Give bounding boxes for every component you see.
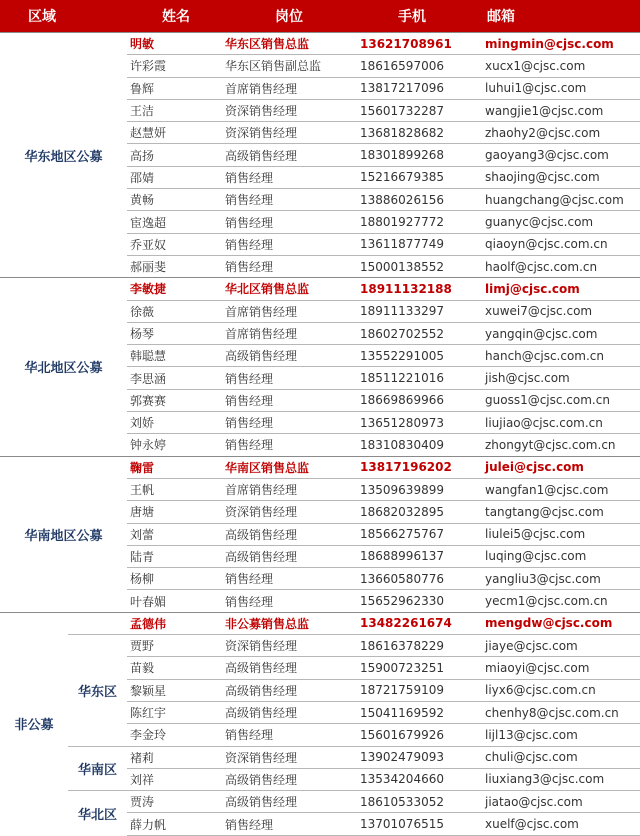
- position-cell: 资深销售经理: [223, 501, 358, 523]
- phone-cell: 18688996137: [358, 545, 483, 567]
- region-header: 区域: [0, 0, 127, 33]
- name-cell: 孟德伟: [127, 612, 223, 634]
- position-cell: 资深销售经理: [223, 122, 358, 144]
- email-cell: liulei5@cjsc.com: [483, 523, 640, 545]
- name-cell: 刘蕾: [127, 523, 223, 545]
- name-cell: 杨琴: [127, 322, 223, 344]
- region-label: 非公募: [0, 612, 68, 835]
- position-cell: 销售经理: [223, 724, 358, 746]
- email-cell: hanch@cjsc.com.cn: [483, 345, 640, 367]
- email-cell: tangtang@cjsc.com: [483, 501, 640, 523]
- position-cell: 高级销售经理: [223, 345, 358, 367]
- name-cell: 李金玲: [127, 724, 223, 746]
- email-cell: gaoyang3@cjsc.com: [483, 144, 640, 166]
- phone-cell: 18610533052: [358, 791, 483, 813]
- name-cell: 邵婧: [127, 166, 223, 188]
- email-cell: haolf@cjsc.com.cn: [483, 255, 640, 277]
- phone-cell: 15900723251: [358, 657, 483, 679]
- phone-cell: 15652962330: [358, 590, 483, 612]
- email-cell: chuli@cjsc.com: [483, 746, 640, 768]
- phone-cell: 18721759109: [358, 679, 483, 701]
- name-cell: 李思涵: [127, 367, 223, 389]
- phone-cell: 18301899268: [358, 144, 483, 166]
- name-cell: 陈红宇: [127, 701, 223, 723]
- email-cell: xuelf@cjsc.com: [483, 813, 640, 835]
- position-cell: 华东区销售总监: [223, 33, 358, 55]
- email-cell: lijl13@cjsc.com: [483, 724, 640, 746]
- position-cell: 首席销售经理: [223, 478, 358, 500]
- name-cell: 钟永婷: [127, 434, 223, 456]
- phone-cell: 13681828682: [358, 122, 483, 144]
- position-cell: 非公募销售总监: [223, 612, 358, 634]
- position-cell: 高级销售经理: [223, 679, 358, 701]
- position-cell: 销售经理: [223, 590, 358, 612]
- email-cell: shaojing@cjsc.com: [483, 166, 640, 188]
- email-cell: liuxiang3@cjsc.com: [483, 768, 640, 790]
- email-cell: mingmin@cjsc.com: [483, 33, 640, 55]
- email-cell: miaoyi@cjsc.com: [483, 657, 640, 679]
- director-row: [0, 612, 640, 634]
- phone-cell: 13621708961: [358, 33, 483, 55]
- empty-cell: [68, 612, 127, 634]
- subregion-label: 华南区: [68, 746, 127, 791]
- email-cell: xuwei7@cjsc.com: [483, 300, 640, 322]
- phone-cell: 13534204660: [358, 768, 483, 790]
- position-cell: 首席销售经理: [223, 322, 358, 344]
- position-cell: 华北区销售总监: [223, 278, 358, 300]
- name-cell: 许彩霞: [127, 55, 223, 77]
- name-cell: 徐薇: [127, 300, 223, 322]
- name-cell: 李敏捷: [127, 278, 223, 300]
- subregion-label: 华北区: [68, 791, 127, 836]
- phone-cell: 13817217096: [358, 77, 483, 99]
- phone-cell: 18616378229: [358, 635, 483, 657]
- name-cell: 韩聪慧: [127, 345, 223, 367]
- email-cell: jiaye@cjsc.com: [483, 635, 640, 657]
- position-cell: 销售经理: [223, 412, 358, 434]
- phone-cell: 13886026156: [358, 189, 483, 211]
- email-cell: wangfan1@cjsc.com: [483, 478, 640, 500]
- position-cell: 资深销售经理: [223, 746, 358, 768]
- phone-cell: 15601679926: [358, 724, 483, 746]
- position-cell: 华南区销售总监: [223, 456, 358, 478]
- email-cell: julei@cjsc.com: [483, 456, 640, 478]
- region-label: 华北地区公募: [0, 278, 127, 456]
- phone-cell: 15041169592: [358, 701, 483, 723]
- phone-cell: 15000138552: [358, 255, 483, 277]
- position-cell: 销售经理: [223, 189, 358, 211]
- name-cell: 褚莉: [127, 746, 223, 768]
- director-row: [0, 456, 640, 478]
- position-cell: 高级销售经理: [223, 701, 358, 723]
- email-cell: luhui1@cjsc.com: [483, 77, 640, 99]
- name-cell: 薛力帆: [127, 813, 223, 835]
- position-cell: 销售经理: [223, 367, 358, 389]
- phone-cell: 13509639899: [358, 478, 483, 500]
- name-cell: 明敏: [127, 33, 223, 55]
- email-cell: guoss1@cjsc.com.cn: [483, 389, 640, 411]
- email-cell: yangqin@cjsc.com: [483, 322, 640, 344]
- position-cell: 销售经理: [223, 233, 358, 255]
- phone-cell: 18616597006: [358, 55, 483, 77]
- phone-cell: 13651280973: [358, 412, 483, 434]
- phone-cell: 13611877749: [358, 233, 483, 255]
- name-cell: 王帆: [127, 478, 223, 500]
- phone-cell: 13817196202: [358, 456, 483, 478]
- email-cell: mengdw@cjsc.com: [483, 612, 640, 634]
- name-cell: 黎颖星: [127, 679, 223, 701]
- email-cell: limj@cjsc.com: [483, 278, 640, 300]
- director-row: [0, 278, 640, 300]
- subregion-label: 华东区: [68, 635, 127, 746]
- name-cell: 赵慧妍: [127, 122, 223, 144]
- email-cell: chenhy8@cjsc.com.cn: [483, 701, 640, 723]
- email-cell: liujiao@cjsc.com.cn: [483, 412, 640, 434]
- position-cell: 高级销售经理: [223, 657, 358, 679]
- name-cell: 郝丽斐: [127, 255, 223, 277]
- phone-cell: 15601732287: [358, 99, 483, 121]
- name-cell: 宦逸超: [127, 211, 223, 233]
- position-cell: 资深销售经理: [223, 635, 358, 657]
- position-cell: 销售经理: [223, 434, 358, 456]
- phone-cell: 18801927772: [358, 211, 483, 233]
- name-cell: 贾涛: [127, 791, 223, 813]
- table-row: [0, 791, 640, 813]
- name-cell: 陆青: [127, 545, 223, 567]
- email-cell: jish@cjsc.com: [483, 367, 640, 389]
- table-row: [0, 635, 640, 657]
- email-cell: guanyc@cjsc.com: [483, 211, 640, 233]
- phone-cell: 18911132188: [358, 278, 483, 300]
- phone-cell: 18602702552: [358, 322, 483, 344]
- email-cell: jiatao@cjsc.com: [483, 791, 640, 813]
- phone-cell: 13482261674: [358, 612, 483, 634]
- email-cell: zhongyt@cjsc.com.cn: [483, 434, 640, 456]
- email-cell: wangjie1@cjsc.com: [483, 99, 640, 121]
- phone-cell: 13552291005: [358, 345, 483, 367]
- phone-cell: 18566275767: [358, 523, 483, 545]
- phone-cell: 13701076515: [358, 813, 483, 835]
- name-cell: 王洁: [127, 99, 223, 121]
- email-cell: qiaoyn@cjsc.com.cn: [483, 233, 640, 255]
- name-cell: 刘娇: [127, 412, 223, 434]
- phone-header: 手机: [358, 0, 483, 33]
- phone-cell: 18511221016: [358, 367, 483, 389]
- position-cell: 销售经理: [223, 813, 358, 835]
- name-cell: 黄畅: [127, 189, 223, 211]
- table-row: [0, 746, 640, 768]
- phone-cell: 18911133297: [358, 300, 483, 322]
- name-cell: 鞠雷: [127, 456, 223, 478]
- name-header: 姓名: [127, 0, 223, 33]
- email-cell: yangliu3@cjsc.com: [483, 568, 640, 590]
- position-cell: 首席销售经理: [223, 77, 358, 99]
- position-header: 岗位: [223, 0, 358, 33]
- position-cell: 资深销售经理: [223, 99, 358, 121]
- email-cell: xucx1@cjsc.com: [483, 55, 640, 77]
- position-cell: 高级销售经理: [223, 523, 358, 545]
- position-cell: 销售经理: [223, 255, 358, 277]
- region-label: 华南地区公募: [0, 456, 127, 612]
- email-cell: luqing@cjsc.com: [483, 545, 640, 567]
- name-cell: 郭赛赛: [127, 389, 223, 411]
- name-cell: 高扬: [127, 144, 223, 166]
- name-cell: 刘祥: [127, 768, 223, 790]
- position-cell: 高级销售经理: [223, 768, 358, 790]
- email-header: 邮箱: [483, 0, 640, 33]
- header-row: [0, 0, 640, 33]
- email-cell: zhaohy2@cjsc.com: [483, 122, 640, 144]
- position-cell: 高级销售经理: [223, 791, 358, 813]
- position-cell: 销售经理: [223, 568, 358, 590]
- position-cell: 销售经理: [223, 389, 358, 411]
- position-cell: 高级销售经理: [223, 545, 358, 567]
- name-cell: 杨柳: [127, 568, 223, 590]
- position-cell: 首席销售经理: [223, 300, 358, 322]
- name-cell: 苗毅: [127, 657, 223, 679]
- phone-cell: 13902479093: [358, 746, 483, 768]
- position-cell: 高级销售经理: [223, 144, 358, 166]
- email-cell: yecm1@cjsc.com.cn: [483, 590, 640, 612]
- phone-cell: 15216679385: [358, 166, 483, 188]
- position-cell: 销售经理: [223, 211, 358, 233]
- region-label: 华东地区公募: [0, 33, 127, 278]
- name-cell: 乔亚奴: [127, 233, 223, 255]
- position-cell: 华东区销售副总监: [223, 55, 358, 77]
- email-cell: huangchang@cjsc.com: [483, 189, 640, 211]
- phone-cell: 18682032895: [358, 501, 483, 523]
- phone-cell: 18310830409: [358, 434, 483, 456]
- name-cell: 鲁辉: [127, 77, 223, 99]
- name-cell: 叶春媚: [127, 590, 223, 612]
- name-cell: 贾野: [127, 635, 223, 657]
- phone-cell: 18669869966: [358, 389, 483, 411]
- position-cell: 销售经理: [223, 166, 358, 188]
- email-cell: liyx6@cjsc.com.cn: [483, 679, 640, 701]
- phone-cell: 13660580776: [358, 568, 483, 590]
- name-cell: 唐塘: [127, 501, 223, 523]
- director-row: [0, 33, 640, 55]
